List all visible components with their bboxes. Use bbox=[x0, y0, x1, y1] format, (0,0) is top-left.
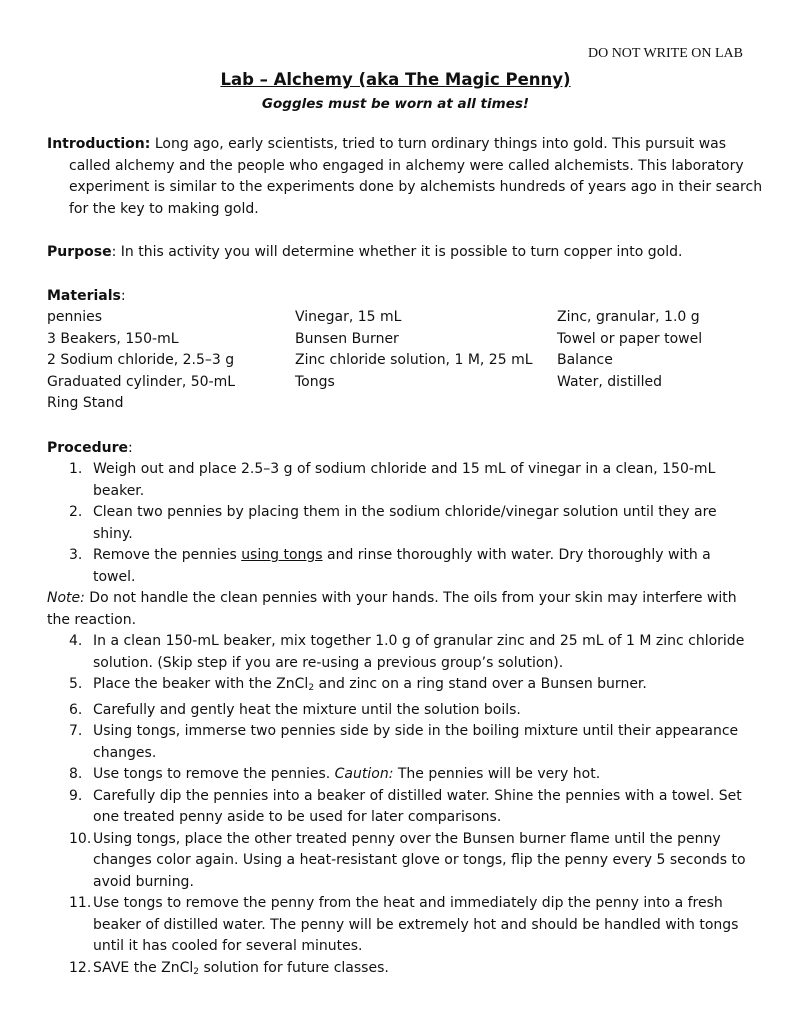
step-text: Using tongs, immerse two pennies side by side in the boiling mixture until their appearance changes. bbox=[93, 723, 739, 761]
purpose-label: Purpose bbox=[47, 244, 112, 260]
step-text: SAVE the ZnCl$_2$ solution for future classes. bbox=[93, 959, 389, 977]
purpose-paragraph: Purpose: In this activity you will determine whether it is possible to turn copper into gold. bbox=[47, 244, 683, 260]
step-text: Remove the pennies using tongs and rinse thoroughly with water. Dry thoroughly with a towel. bbox=[93, 547, 711, 585]
introduction-paragraph: Introduction: Long ago, early scientists, tried to turn ordinary things into gold. This pursuit was called alchemy and the people who engaged in alchemy were called alchemists. This laboratory experiment is similar to the experiments done by alchemists hundreds of years ago in their search for the key to making gold. bbox=[47, 136, 763, 217]
procedure-step bbox=[47, 721, 757, 764]
step-text: Place the beaker with the ZnCl$_2$ and zinc on a ring stand over a Bunsen burner. bbox=[93, 676, 647, 693]
step-text: Use tongs to remove the penny from the heat and immediately dip the penny into a fresh beaker of distilled water. The penny will be extremely hot and should be handled with tongs until it has cooled for several minutes. bbox=[93, 895, 739, 954]
material-item: Tongs bbox=[295, 373, 335, 390]
step-text: Carefully dip the pennies into a beaker of distilled water. Shine the pennies with a towel. Set one treated penny aside to be used for later comparisons. bbox=[93, 787, 742, 825]
step-text: Weigh out and place 2.5–3 g of sodium chloride and 15 mL of vinegar in a clean, 150-mL beaker. bbox=[93, 461, 716, 499]
material-item: 3 Beakers, 150-mL bbox=[47, 330, 179, 347]
purpose-text: In this activity you will determine whether it is possible to turn copper into gold. bbox=[120, 244, 683, 260]
materials-column-3 bbox=[557, 307, 702, 393]
step-number: 6. bbox=[69, 701, 83, 718]
using-tongs-emphasis: using tongs bbox=[241, 547, 323, 563]
material-item: Ring Stand bbox=[47, 395, 124, 411]
step-number: 8. bbox=[69, 766, 83, 782]
introduction-text: Long ago, early scientists, tried to turn ordinary things into gold. This pursuit was called alchemy and the people who engaged in alchemy were called alchemists. This laboratory experiment is similar to the experiments done by alchemists hundreds of years ago in their search for the key to making gold. bbox=[69, 136, 763, 217]
step-text: Clean two pennies by placing them in the sodium chloride/vinegar solution until they are shiny. bbox=[93, 504, 717, 542]
materials-heading: Materials: bbox=[47, 288, 126, 304]
note-label: Note: bbox=[47, 590, 85, 606]
procedure-step bbox=[47, 502, 757, 545]
procedure-step bbox=[47, 958, 757, 984]
materials-column-2 bbox=[295, 307, 533, 393]
page-subtitle: Goggles must be worn at all times! bbox=[261, 96, 530, 112]
material-item: Balance bbox=[557, 352, 613, 368]
step-number: 11. bbox=[69, 895, 92, 911]
step-text: In a clean 150-mL beaker, mix together 1.0 g of granular zinc and 25 mL of 1 M zinc chloride solution. (Skip step if you are re-using a previous group’s solution). bbox=[93, 633, 745, 671]
procedure-step bbox=[47, 786, 757, 829]
step-text: Using tongs, place the other treated penny over the Bunsen burner flame until the penny changes color again. Using a heat-resistant glove or tongs, flip the penny every 5 seconds to avoid burning. bbox=[93, 830, 746, 890]
procedure-step bbox=[47, 764, 757, 786]
material-item: 2 Sodium chloride, 2.5–3 g bbox=[47, 352, 235, 368]
step-number: 7. bbox=[69, 723, 83, 739]
procedure-label: Procedure bbox=[47, 439, 128, 456]
step-number: 2. bbox=[69, 504, 83, 520]
material-item: Towel or paper towel bbox=[557, 330, 703, 347]
material-item: Zinc chloride solution, 1 M, 25 mL bbox=[295, 352, 533, 368]
procedure-section bbox=[47, 439, 757, 983]
procedure-step bbox=[47, 700, 757, 722]
material-item: pennies bbox=[47, 309, 103, 325]
procedure-step bbox=[47, 631, 757, 674]
note-text: Do not handle the clean pennies with your hands. The oils from your skin may interfere with the reaction. bbox=[47, 590, 737, 628]
step-number: 3. bbox=[69, 547, 83, 563]
procedure-heading: Procedure: bbox=[47, 439, 133, 456]
procedure-step bbox=[47, 829, 757, 894]
material-item: Water, distilled bbox=[557, 373, 663, 390]
material-item: Bunsen Burner bbox=[295, 330, 399, 347]
procedure-step bbox=[47, 674, 757, 700]
step-number: 12. bbox=[69, 959, 92, 976]
step-text: Carefully and gently heat the mixture until the solution boils. bbox=[93, 701, 521, 718]
material-item: Zinc, granular, 1.0 g bbox=[557, 309, 700, 325]
introduction-label: Introduction bbox=[47, 136, 145, 152]
procedure-step bbox=[47, 459, 757, 502]
procedure-note bbox=[47, 588, 757, 631]
step-number: 5. bbox=[69, 676, 83, 692]
caution-label: Caution: bbox=[334, 766, 394, 782]
materials-column-1 bbox=[47, 307, 235, 415]
step-text: Use tongs to remove the pennies. Caution: The pennies will be very hot. bbox=[93, 766, 601, 782]
step-number: 4. bbox=[69, 633, 83, 649]
materials-label: Materials bbox=[47, 288, 121, 304]
step-number: 9. bbox=[69, 787, 83, 804]
procedure-step bbox=[47, 893, 757, 958]
procedure-step bbox=[47, 545, 757, 588]
header-note: DO NOT WRITE ON LAB bbox=[587, 46, 743, 61]
material-item: Vinegar, 15 mL bbox=[295, 309, 402, 325]
step-number: 1. bbox=[69, 461, 83, 477]
material-item: Graduated cylinder, 50-mL bbox=[47, 373, 236, 390]
page-title: Lab – Alchemy (aka The Magic Penny) bbox=[220, 70, 571, 89]
step-number: 10. bbox=[69, 830, 92, 847]
